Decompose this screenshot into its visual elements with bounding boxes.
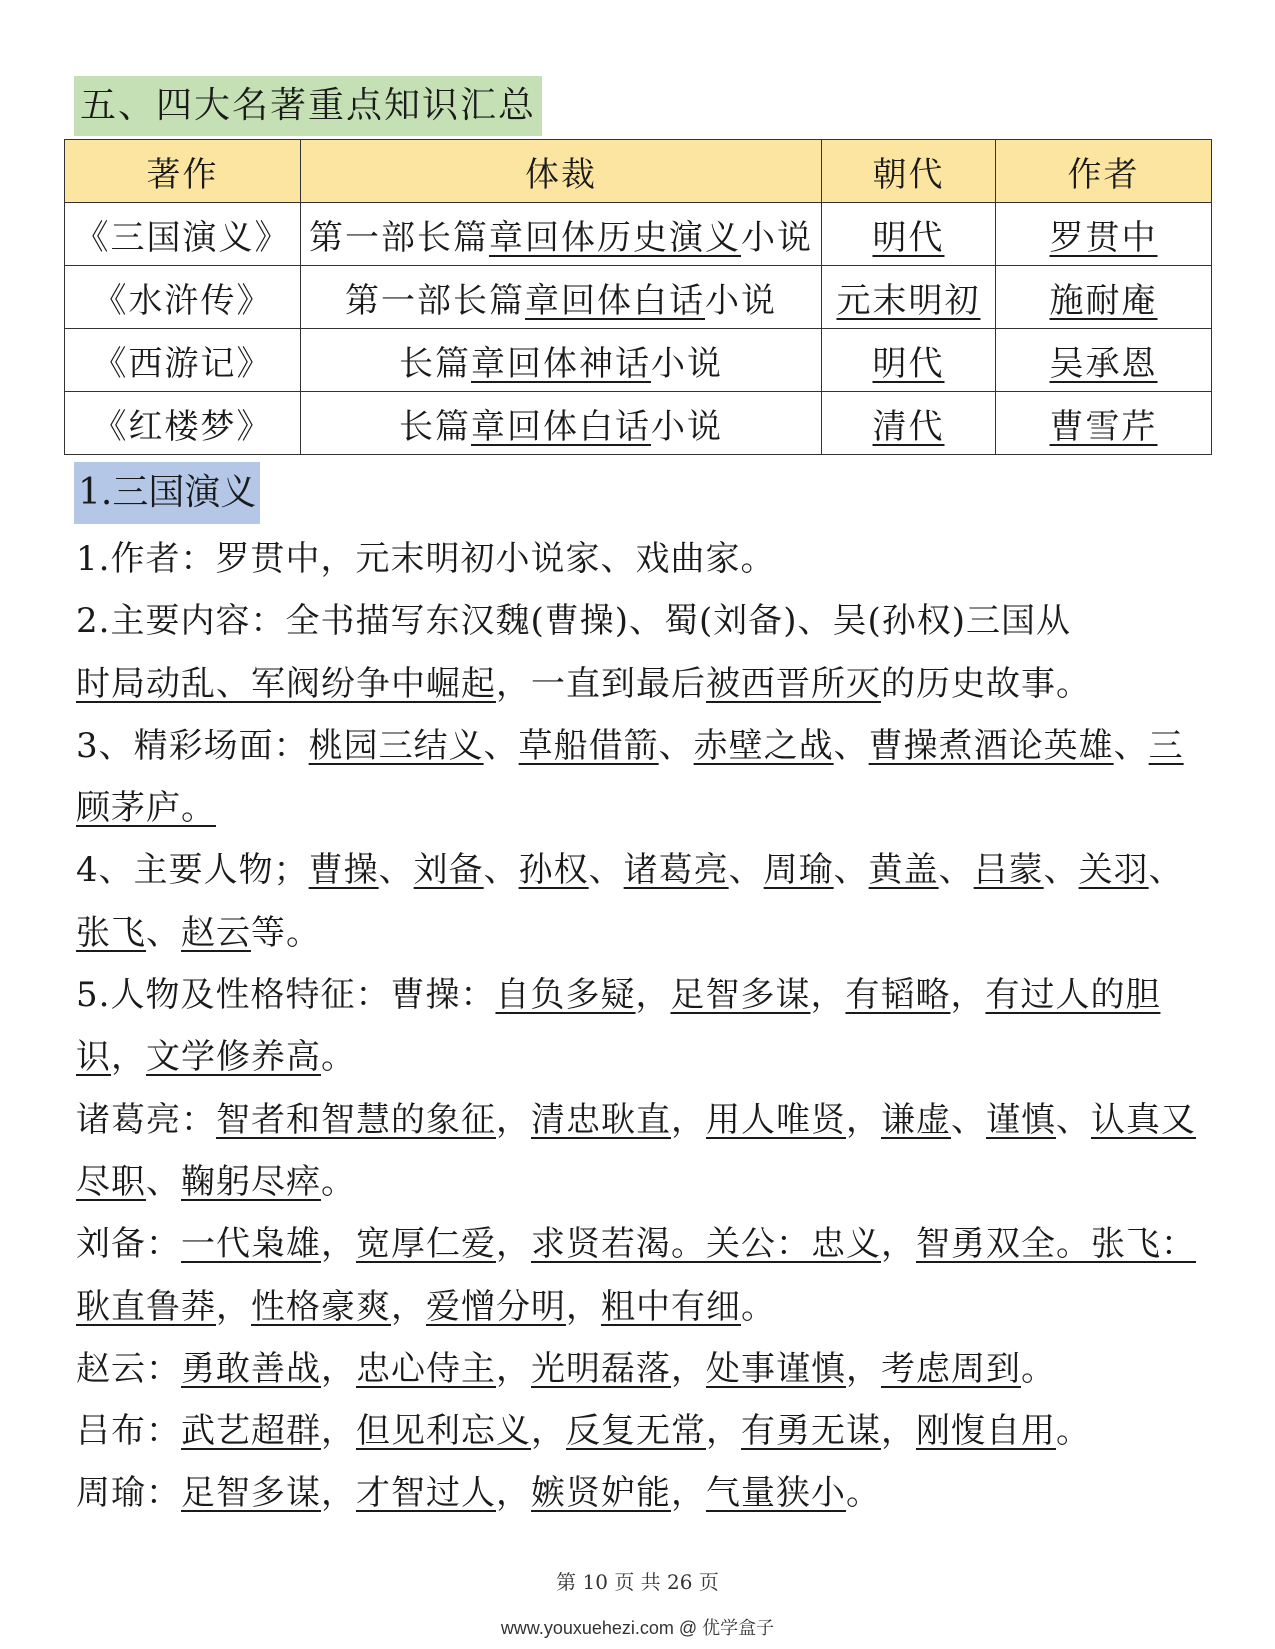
dynasty-text: 明代 bbox=[872, 217, 945, 258]
trait: 一代枭雄 bbox=[181, 1224, 321, 1265]
cell-author bbox=[996, 203, 1212, 266]
traits-zhuge: 诸葛亮：智者和智慧的象征，清忠耿直，用人唯贤，谦虚、谨慎、认真又尽职、鞠躬尽瘁。 bbox=[76, 1099, 1196, 1202]
genre-plain: 长篇 bbox=[399, 343, 471, 384]
character-name: 孙权 bbox=[518, 850, 589, 891]
table-row bbox=[65, 392, 1212, 455]
masterpieces-table bbox=[64, 139, 1212, 455]
trait: 求贤若渴。关公：忠义 bbox=[531, 1224, 881, 1265]
character-name: 黄盖 bbox=[868, 850, 939, 891]
trait: 谦虚 bbox=[881, 1099, 951, 1140]
cell-author bbox=[996, 392, 1212, 455]
cell-author bbox=[996, 329, 1212, 392]
dynasty-text: 清代 bbox=[872, 406, 945, 447]
genre-plain: 长篇 bbox=[399, 406, 471, 447]
cell-author bbox=[996, 266, 1212, 329]
table-row bbox=[65, 203, 1212, 266]
genre-tail: 小说 bbox=[651, 406, 723, 447]
scene-item: 赤壁之战 bbox=[693, 725, 834, 766]
cell-work: 《红楼梦》 bbox=[65, 392, 301, 455]
characters-tail: 等。 bbox=[251, 912, 321, 953]
sanguo-notes bbox=[76, 528, 1206, 1525]
scenes-label: 3、精彩场面： bbox=[76, 725, 309, 766]
genre-underlined: 章回体历史演义 bbox=[489, 217, 741, 258]
trait: 足智多谋 bbox=[670, 975, 811, 1016]
cell-dynasty bbox=[822, 329, 996, 392]
table-row bbox=[65, 329, 1212, 392]
trait: 清忠耿直 bbox=[531, 1099, 671, 1140]
genre-plain: 第一部长篇 bbox=[309, 217, 489, 258]
character-label: 赵云： bbox=[76, 1348, 181, 1389]
trait: 认真又尽职 bbox=[76, 1099, 1196, 1202]
page-number: 第 10 页 共 26 页 bbox=[556, 1570, 719, 1594]
header-work: 著作 bbox=[65, 140, 301, 203]
character-name: 吕蒙 bbox=[973, 850, 1044, 891]
trait: 反复无常 bbox=[566, 1411, 706, 1452]
character-label: 曹操： bbox=[390, 975, 496, 1016]
traits-caocao: 5.人物及性格特征：曹操：自负多疑，足智多谋，有韬略，有过人的胆识，文学修养高。 bbox=[76, 975, 1161, 1078]
scenes-paragraph: 3、精彩场面：桃园三结义、草船借箭、赤壁之战、曹操煮酒论英雄、三顾茅庐。 bbox=[76, 725, 1184, 829]
character-name: 曹操 bbox=[308, 850, 379, 891]
cell-dynasty bbox=[822, 392, 996, 455]
trait: 气量狭小 bbox=[706, 1473, 846, 1514]
trait: 粗中有细 bbox=[601, 1286, 741, 1327]
character-label: 诸葛亮： bbox=[76, 1099, 216, 1140]
cell-work: 《西游记》 bbox=[65, 329, 301, 392]
author-text: 施耐庵 bbox=[1049, 280, 1158, 321]
genre-tail: 小说 bbox=[651, 343, 723, 384]
header-dynasty: 朝代 bbox=[822, 140, 996, 203]
scene-item: 桃园三结义 bbox=[308, 725, 484, 766]
cell-genre bbox=[301, 266, 822, 329]
character-name: 张飞 bbox=[76, 912, 146, 953]
trait: 处事谨慎 bbox=[706, 1348, 846, 1389]
trait: 有过人的胆识 bbox=[76, 975, 1161, 1078]
main-content-mid: ，一直到最后 bbox=[496, 663, 706, 704]
genre-underlined: 章回体白话 bbox=[471, 406, 651, 447]
trait: 用人唯贤 bbox=[706, 1099, 846, 1140]
header-genre: 体裁 bbox=[301, 140, 822, 203]
subheading-sanguo: 1.三国演义 bbox=[74, 462, 260, 524]
character-label: 吕布： bbox=[76, 1411, 181, 1452]
trait: 智者和智慧的象征 bbox=[216, 1099, 496, 1140]
genre-underlined: 章回体神话 bbox=[471, 343, 651, 384]
main-content-end: 的历史故事。 bbox=[881, 663, 1091, 704]
trait: 考虑周到 bbox=[881, 1348, 1021, 1389]
trait: 自负多疑 bbox=[495, 975, 636, 1016]
header-author: 作者 bbox=[996, 140, 1212, 203]
character-name: 周瑜 bbox=[763, 850, 834, 891]
author-text: 曹雪芹 bbox=[1049, 406, 1158, 447]
author-paragraph: 1.作者：罗贯中，元末明初小说家、戏曲家。 bbox=[76, 539, 776, 579]
table-header-row bbox=[65, 140, 1212, 203]
genre-tail: 小说 bbox=[741, 217, 813, 258]
genre-underlined: 章回体白话 bbox=[525, 280, 705, 321]
dynasty-text: 明代 bbox=[872, 343, 945, 384]
main-content-fall: 被西晋所灭 bbox=[706, 663, 881, 704]
trait: 忠心侍主 bbox=[356, 1348, 496, 1389]
traits-zhouyu: 周瑜：足智多谋，才智过人，嫉贤妒能，气量狭小。 bbox=[76, 1473, 881, 1514]
traits-label: 5.人物及性格特征： bbox=[76, 975, 391, 1016]
cell-genre bbox=[301, 203, 822, 266]
trait: 有韬略 bbox=[845, 975, 951, 1016]
cell-genre bbox=[301, 329, 822, 392]
scene-item: 三顾茅庐。 bbox=[76, 725, 1184, 829]
site-watermark: www.youxuehezi.com @ 优学盒子 bbox=[500, 1618, 775, 1638]
trait: 智勇双全。张飞：耿直鲁莽 bbox=[76, 1224, 1196, 1327]
traits-zhaoyun: 赵云：勇敢善战，忠心侍主，光明磊落，处事谨慎，考虑周到。 bbox=[76, 1348, 1056, 1389]
trait: 光明磊落 bbox=[531, 1348, 671, 1389]
character-name: 诸葛亮 bbox=[623, 850, 729, 891]
cell-work: 《水浒传》 bbox=[65, 266, 301, 329]
cell-dynasty bbox=[822, 266, 996, 329]
trait: 鞠躬尽瘁 bbox=[181, 1161, 321, 1202]
character-label: 刘备： bbox=[76, 1224, 181, 1265]
traits-lvbu: 吕布：武艺超群，但见利忘义，反复无常，有勇无谋，刚愎自用。 bbox=[76, 1411, 1091, 1452]
genre-tail: 小说 bbox=[705, 280, 777, 321]
trait: 勇敢善战 bbox=[181, 1348, 321, 1389]
trait: 宽厚仁爱 bbox=[356, 1224, 496, 1265]
main-content-rise: 时局动乱、军阀纷争中崛起 bbox=[76, 663, 496, 704]
trait: 文学修养高 bbox=[146, 1037, 321, 1078]
cell-dynasty bbox=[822, 203, 996, 266]
trait: 足智多谋 bbox=[181, 1473, 321, 1514]
scene-item: 草船借箭 bbox=[518, 725, 659, 766]
trait: 有勇无谋 bbox=[741, 1411, 881, 1452]
character-name: 刘备 bbox=[413, 850, 484, 891]
character-name: 关羽 bbox=[1078, 850, 1149, 891]
trait: 嫉贤妒能 bbox=[531, 1473, 671, 1514]
author-text: 罗贯中 bbox=[1049, 217, 1158, 258]
author-text: 吴承恩 bbox=[1049, 343, 1158, 384]
characters-label: 4、主要人物； bbox=[76, 850, 309, 891]
character-name: 赵云 bbox=[181, 912, 251, 953]
main-content-paragraph bbox=[76, 590, 1206, 715]
trait: 谨慎 bbox=[986, 1099, 1056, 1140]
characters-paragraph: 4、主要人物；曹操、刘备、孙权、诸葛亮、周瑜、黄盖、吕蒙、关羽、张飞、赵云等。 bbox=[76, 850, 1184, 953]
cell-work: 《三国演义》 bbox=[65, 203, 301, 266]
trait: 刚愎自用 bbox=[916, 1411, 1056, 1452]
cell-genre bbox=[301, 392, 822, 455]
trait: 武艺超群 bbox=[181, 1411, 321, 1452]
section-heading: 五、四大名著重点知识汇总 bbox=[74, 76, 542, 136]
table-row bbox=[65, 266, 1212, 329]
traits-liubei: 刘备：一代枭雄，宽厚仁爱，求贤若渴。关公：忠义，智勇双全。张飞：耿直鲁莽，性格豪爽，爱憎分明，粗中有细。 bbox=[76, 1224, 1196, 1327]
trait: 性格豪爽 bbox=[251, 1286, 391, 1327]
trait: 才智过人 bbox=[356, 1473, 496, 1514]
trait: 爱憎分明 bbox=[426, 1286, 566, 1327]
trait: 但见利忘义 bbox=[356, 1411, 531, 1452]
scene-item: 曹操煮酒论英雄 bbox=[868, 725, 1114, 766]
dynasty-text: 元末明初 bbox=[836, 280, 981, 321]
genre-plain: 第一部长篇 bbox=[345, 280, 525, 321]
main-content-line1: 2.主要内容：全书描写东汉魏(曹操)、蜀(刘备)、吴(孙权)三国从 bbox=[76, 601, 1072, 642]
character-label: 周瑜： bbox=[76, 1473, 181, 1514]
